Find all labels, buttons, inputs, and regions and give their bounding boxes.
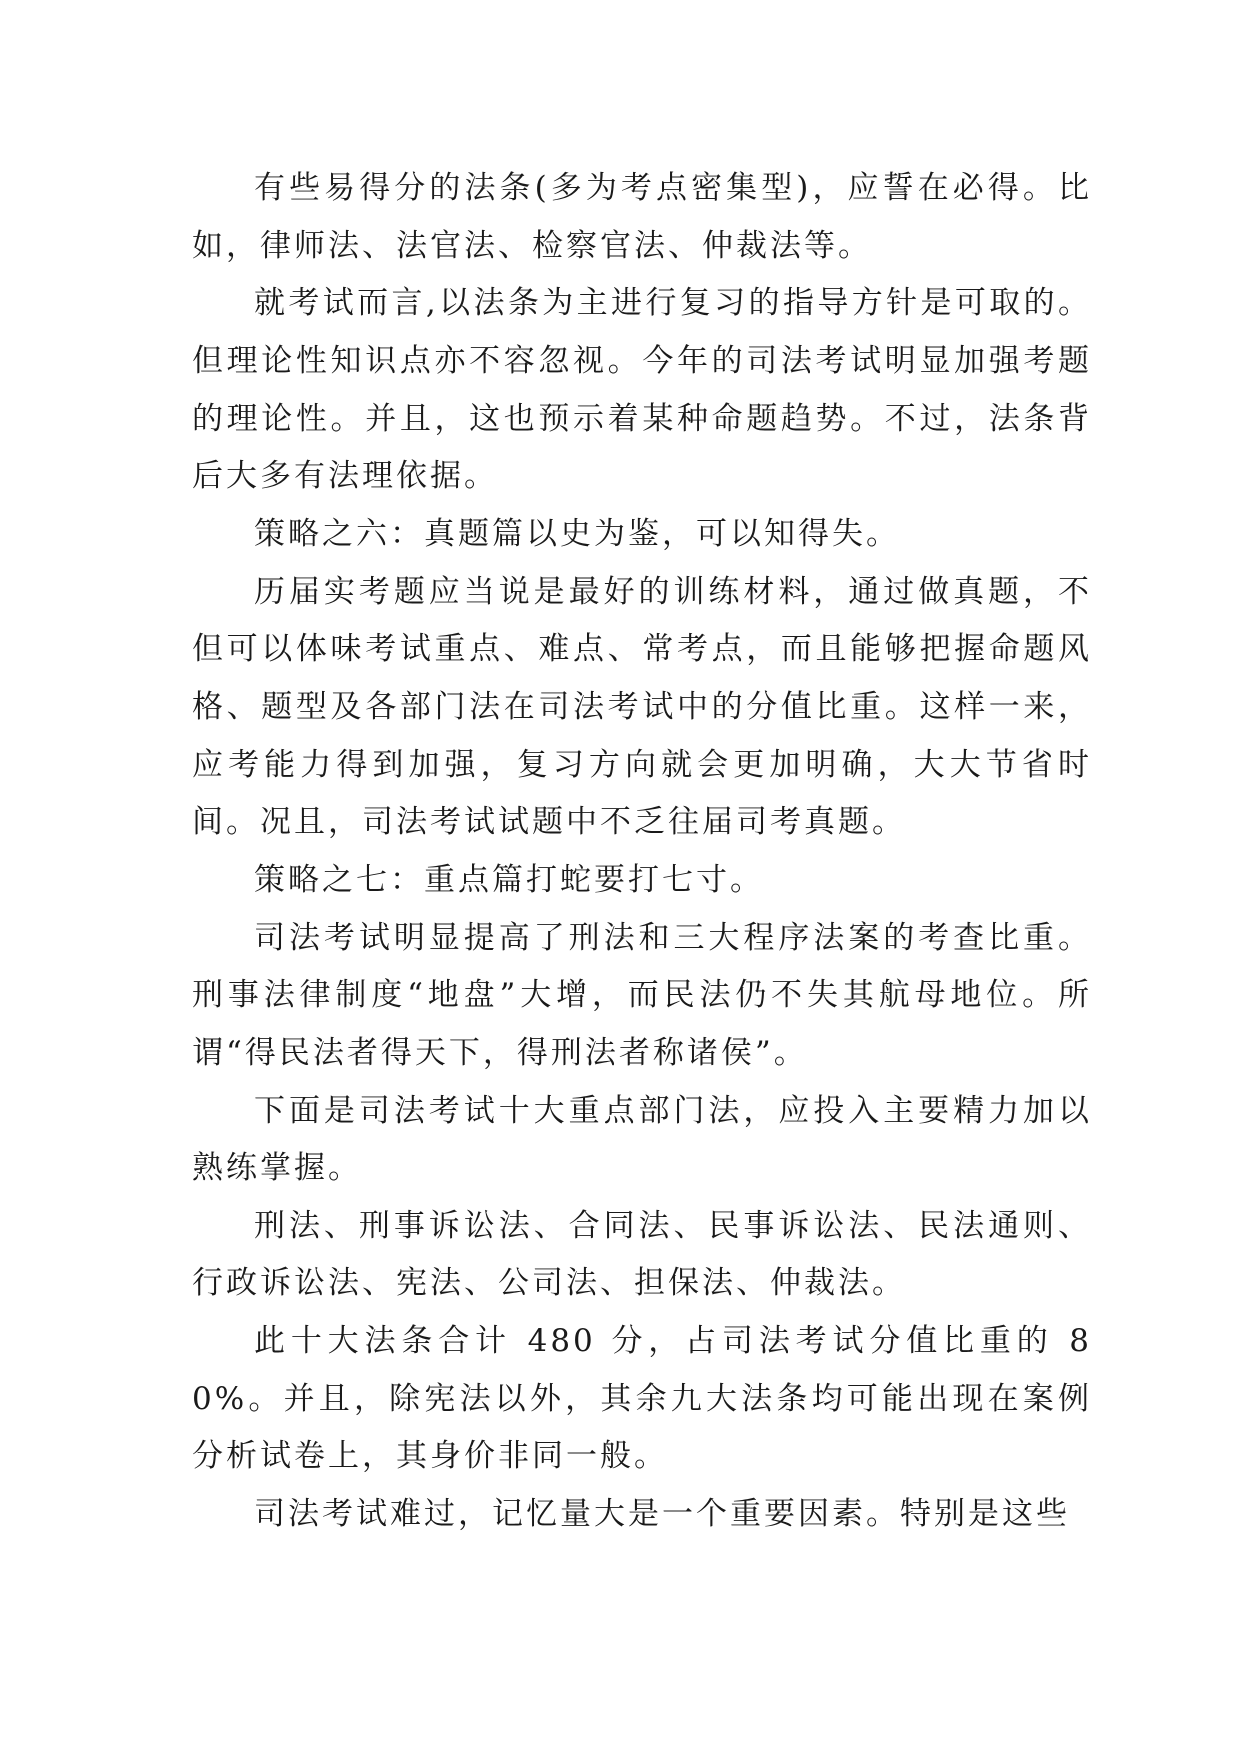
- strategy-heading: 策略之六：真题篇以史为鉴，可以知得失。: [254, 515, 900, 552]
- paragraph: 司法考试明显提高了刑法和三大程序法案的考查比重。刑事法律制度“地盘”大增，而民法仍不失其航母地位。所谓“得民法者得天下，得刑法者称诸侯”。: [192, 919, 1092, 1071]
- paragraph: 此十大法条合计 480 分，占司法考试分值比重的 80%。并且，除宪法以外，其余九大法条均可能出现在案例分析试卷上，其身价非同一般。: [192, 1323, 1092, 1475]
- law-list-paragraph: 刑法、刑事诉讼法、合同法、民事诉讼法、民法通则、行政诉讼法、宪法、公司法、担保法、仲裁法。: [192, 1207, 1092, 1302]
- paragraph: 下面是司法考试十大重点部门法，应投入主要精力加以熟练掌握。: [192, 1092, 1092, 1187]
- document-body: [192, 160, 1092, 1544]
- strategy-heading: 策略之七：重点篇打蛇要打七寸。: [254, 861, 764, 898]
- paragraph: 历届实考题应当说是最好的训练材料，通过做真题，不但可以体味考试重点、难点、常考点，而且能够把握命题风格、题型及各部门法在司法考试中的分值比重。这样一来，应考能力得到加强，复习方向就会更加明确，大大节省时间。况且，司法考试试题中不乏往届司考真题。: [192, 573, 1092, 841]
- paragraph: 就考试而言,以法条为主进行复习的指导方针是可取的。但理论性知识点亦不容忽视。今年的司法考试明显加强考题的理论性。并且，这也预示着某种命题趋势。不过，法条背后大多有法理依据。: [192, 285, 1092, 495]
- paragraph: 有些易得分的法条(多为考点密集型)，应誓在必得。比如，律师法、法官法、检察官法、仲裁法等。: [192, 170, 1092, 264]
- paragraph: 司法考试难过，记忆量大是一个重要因素。特别是这些: [254, 1496, 1070, 1533]
